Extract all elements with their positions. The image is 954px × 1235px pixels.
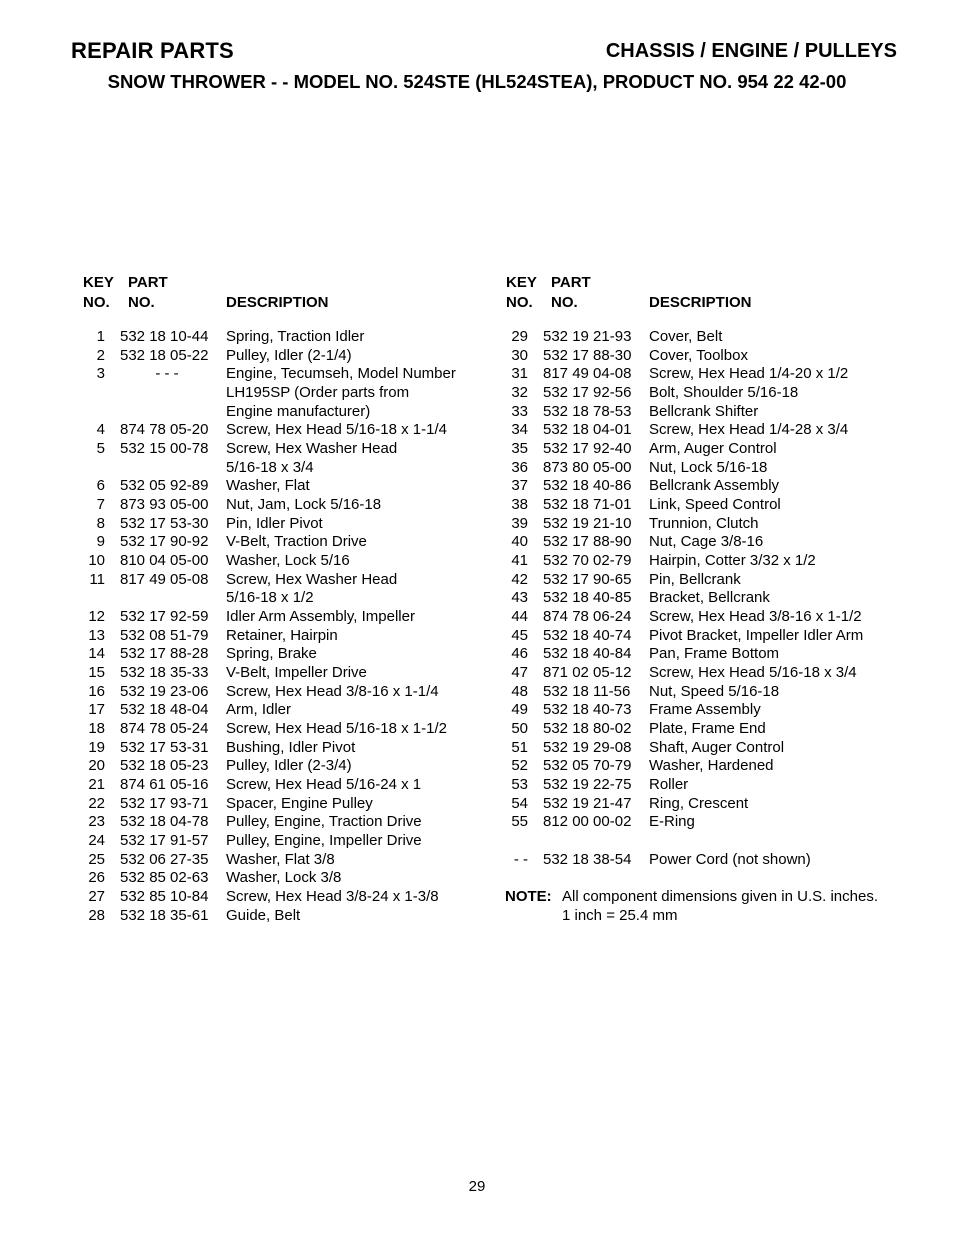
key-number: 47 <box>511 664 528 682</box>
key-number: 44 <box>511 608 528 626</box>
part-description: Screw, Hex Head 3/8-24 x 1-3/8 <box>226 888 439 906</box>
table-row <box>503 589 923 608</box>
description-header: DESCRIPTION <box>226 294 329 311</box>
part-description: Screw, Hex Head 1/4-20 x 1/2 <box>649 365 849 383</box>
dimensions-note <box>503 888 923 925</box>
key-number: 35 <box>511 440 528 458</box>
table-row <box>503 571 923 590</box>
key-number: 7 <box>96 496 105 514</box>
part-description: E-Ring <box>649 813 695 831</box>
table-row <box>80 907 500 926</box>
key-number: 5 <box>96 440 105 458</box>
key-number: 23 <box>88 813 105 831</box>
key-number: 49 <box>511 701 528 719</box>
table-row <box>503 347 923 366</box>
key-number: 18 <box>88 720 105 738</box>
key-number: 24 <box>88 832 105 850</box>
key-number: 36 <box>511 458 528 476</box>
part-number: 532 17 91-57 <box>120 832 209 850</box>
key-number: 25 <box>88 850 105 868</box>
table-row <box>503 440 923 459</box>
part-number: 532 18 40-86 <box>543 477 632 495</box>
page-number: 29 <box>468 1178 486 1195</box>
key-number: 26 <box>88 869 105 887</box>
part-number: 817 49 05-08 <box>120 570 209 588</box>
key-header-bottom: NO. <box>83 294 110 311</box>
part-description: Screw, Hex Head 5/16-18 x 3/4 <box>649 664 857 682</box>
part-number: 532 05 92-89 <box>120 477 209 495</box>
key-number: 33 <box>511 402 528 420</box>
part-number: 532 19 21-93 <box>543 328 632 345</box>
table-row <box>503 645 923 664</box>
part-number: 871 02 05-12 <box>543 664 632 682</box>
key-number: 17 <box>88 701 105 719</box>
part-number: 532 17 88-30 <box>543 346 632 364</box>
part-number: 532 17 88-28 <box>120 645 209 663</box>
part-description: Pulley, Idler (2-1/4) <box>226 346 352 364</box>
part-description: Pulley, Engine, Impeller Drive <box>226 832 422 850</box>
part-description: Washer, Hardened <box>649 757 774 775</box>
part-description: Screw, Hex Washer Head <box>226 440 398 458</box>
part-number: 532 19 23-06 <box>120 682 209 700</box>
table-row <box>80 384 500 403</box>
part-number: 532 18 05-22 <box>120 346 209 364</box>
table-row <box>80 403 500 422</box>
table-header <box>80 273 500 328</box>
part-description: Nut, Jam, Lock 5/16-18 <box>226 496 382 514</box>
part-description: Roller <box>649 776 689 794</box>
part-number: 532 17 92-56 <box>543 384 632 402</box>
part-description: Engine, Tecumseh, Model Number <box>226 365 456 383</box>
part-description: Link, Speed Control <box>649 496 781 514</box>
model-title: SNOW THROWER - - MODEL NO. 524STE (HL524STEA), PRODUCT NO. 954 22 42-00 <box>107 71 847 92</box>
table-row <box>503 496 923 515</box>
part-header-bottom: NO. <box>551 294 578 311</box>
part-number: 532 17 90-92 <box>120 533 209 551</box>
table-row <box>503 701 923 720</box>
part-number: 532 18 11-56 <box>543 682 631 700</box>
part-description: Pulley, Engine, Traction Drive <box>226 813 422 831</box>
key-number: 14 <box>88 645 105 663</box>
table-row <box>80 589 500 608</box>
key-header-top: KEY <box>506 274 537 291</box>
part-description: Screw, Hex Head 3/8-16 x 1-1/2 <box>649 608 862 626</box>
part-description: Arm, Auger Control <box>649 440 777 458</box>
key-number: 55 <box>511 813 528 831</box>
part-description: Bellcrank Shifter <box>649 402 759 420</box>
part-description: Frame Assembly <box>649 701 761 719</box>
key-number: 3 <box>96 365 105 383</box>
table-row <box>80 477 500 496</box>
key-number: 53 <box>511 776 528 794</box>
part-number: 532 18 35-33 <box>120 664 209 682</box>
table-row <box>503 552 923 571</box>
part-description: Spring, Brake <box>226 645 317 663</box>
part-number: 874 61 05-16 <box>120 776 209 794</box>
table-row <box>80 739 500 758</box>
part-description: Retainer, Hairpin <box>226 626 338 644</box>
table-row <box>80 683 500 702</box>
part-number: 532 18 78-53 <box>543 402 632 420</box>
table-row <box>80 365 500 384</box>
part-number: 532 17 93-71 <box>120 794 209 812</box>
key-number: 30 <box>511 346 528 364</box>
table-row <box>503 757 923 776</box>
part-number: 532 17 92-40 <box>543 440 632 458</box>
key-number: 45 <box>511 626 528 644</box>
part-number: 532 70 02-79 <box>543 552 632 570</box>
part-description: Washer, Flat <box>226 477 310 495</box>
part-description: Bracket, Bellcrank <box>649 589 770 607</box>
part-description: Screw, Hex Head 1/4-28 x 3/4 <box>649 421 849 439</box>
key-number: 19 <box>88 738 105 756</box>
table-row <box>503 459 923 478</box>
table-row <box>80 720 500 739</box>
part-header-top: PART <box>551 274 591 291</box>
part-number: 532 17 53-31 <box>120 738 209 756</box>
part-number: 532 18 40-85 <box>543 589 632 607</box>
part-header-top: PART <box>128 274 168 291</box>
part-description: Trunnion, Clutch <box>649 514 759 532</box>
table-row <box>503 795 923 814</box>
key-number: 22 <box>88 794 105 812</box>
note-label: NOTE: <box>505 888 552 906</box>
part-number: 532 05 70-79 <box>543 757 632 775</box>
table-body <box>80 328 500 926</box>
part-description: Washer, Flat 3/8 <box>226 850 335 868</box>
part-number: 532 85 02-63 <box>120 869 209 887</box>
key-number: 41 <box>511 552 528 570</box>
key-number: 16 <box>88 682 105 700</box>
key-number: 11 <box>89 570 105 588</box>
parts-table-right <box>503 273 923 925</box>
part-description: Washer, Lock 3/8 <box>226 869 342 887</box>
table-row <box>503 683 923 702</box>
key-number: 9 <box>96 533 105 551</box>
table-row <box>80 888 500 907</box>
part-number: 532 18 04-78 <box>120 813 209 831</box>
key-number: 8 <box>96 514 105 532</box>
key-number: 39 <box>511 514 528 532</box>
key-number: 50 <box>511 720 528 738</box>
key-number: 43 <box>511 589 528 607</box>
table-row <box>503 515 923 534</box>
part-number: 532 19 21-47 <box>543 794 632 812</box>
part-description: Guide, Belt <box>226 906 301 924</box>
part-number: 532 08 51-79 <box>120 626 209 644</box>
table-row <box>503 720 923 739</box>
part-description: Idler Arm Assembly, Impeller <box>226 608 415 626</box>
part-number: 532 18 04-01 <box>543 421 632 439</box>
part-description: Pin, Idler Pivot <box>226 514 323 532</box>
key-number: 38 <box>511 496 528 514</box>
key-number: 31 <box>511 365 528 383</box>
table-row <box>503 533 923 552</box>
part-description: Pivot Bracket, Impeller Idler Arm <box>649 626 864 644</box>
table-row <box>80 347 500 366</box>
table-row <box>80 328 500 347</box>
table-row <box>503 384 923 403</box>
part-header-bottom: NO. <box>128 294 155 311</box>
part-number: 532 19 22-75 <box>543 776 632 794</box>
part-description: Screw, Hex Head 5/16-18 x 1-1/2 <box>226 720 447 738</box>
key-number: 54 <box>511 794 528 812</box>
part-description: Hairpin, Cotter 3/32 x 1/2 <box>649 552 816 570</box>
key-number: 29 <box>511 328 528 345</box>
table-row <box>80 701 500 720</box>
table-row <box>80 869 500 888</box>
key-number: 37 <box>511 477 528 495</box>
key-number: 13 <box>88 626 105 644</box>
table-row <box>503 365 923 384</box>
part-number: 532 18 48-04 <box>120 701 209 719</box>
table-row <box>80 795 500 814</box>
part-number: - - - <box>155 365 179 383</box>
part-description: Spring, Traction Idler <box>226 328 365 345</box>
note-text: All component dimensions given in U.S. inches. <box>562 888 878 906</box>
part-description: Nut, Lock 5/16-18 <box>649 458 768 476</box>
part-description: Power Cord (not shown) <box>649 850 811 868</box>
table-row <box>80 776 500 795</box>
key-number: 2 <box>96 346 105 364</box>
part-description: Cover, Belt <box>649 328 723 345</box>
part-description: Plate, Frame End <box>649 720 766 738</box>
table-header <box>503 273 923 328</box>
table-row <box>80 421 500 440</box>
part-number: 532 18 71-01 <box>543 496 632 514</box>
part-description: Spacer, Engine Pulley <box>226 794 373 812</box>
note-conversion: 1 inch = 25.4 mm <box>562 906 678 924</box>
key-number: 48 <box>511 682 528 700</box>
key-number: 12 <box>88 608 105 626</box>
key-number: 52 <box>511 757 528 775</box>
part-description: Ring, Crescent <box>649 794 749 812</box>
key-number: 27 <box>88 888 105 906</box>
key-number: 20 <box>88 757 105 775</box>
part-description: Washer, Lock 5/16 <box>226 552 350 570</box>
section-title: REPAIR PARTS <box>71 38 234 63</box>
table-row <box>503 477 923 496</box>
part-number: 874 78 05-24 <box>120 720 209 738</box>
table-body <box>503 328 923 832</box>
table-row <box>80 832 500 851</box>
table-row <box>503 627 923 646</box>
table-row <box>503 421 923 440</box>
part-number: 532 19 21-10 <box>543 514 632 532</box>
table-row <box>503 739 923 758</box>
part-number: 532 18 10-44 <box>120 328 209 345</box>
key-number: 10 <box>88 552 105 570</box>
key-number: 42 <box>511 570 528 588</box>
key-number: 34 <box>511 421 528 439</box>
description-header: DESCRIPTION <box>649 294 752 311</box>
key-number: 4 <box>96 421 105 439</box>
part-description: Shaft, Auger Control <box>649 738 785 756</box>
table-row <box>80 459 500 478</box>
part-description: Bolt, Shoulder 5/16-18 <box>649 384 799 402</box>
part-number: 532 17 90-65 <box>543 570 632 588</box>
key-number: 40 <box>511 533 528 551</box>
table-row <box>503 328 923 347</box>
part-number: 532 17 92-59 <box>120 608 209 626</box>
part-description: Screw, Hex Head 5/16-18 x 1-1/4 <box>226 421 447 439</box>
key-number: 6 <box>96 477 105 495</box>
table-row <box>80 608 500 627</box>
table-row <box>80 757 500 776</box>
part-number: 874 78 05-20 <box>120 421 209 439</box>
part-description: Nut, Speed 5/16-18 <box>649 682 780 700</box>
part-number: 532 18 80-02 <box>543 720 632 738</box>
table-row <box>80 533 500 552</box>
key-number: 21 <box>88 776 105 794</box>
table-row <box>80 645 500 664</box>
part-description: Nut, Cage 3/8-16 <box>649 533 764 551</box>
key-number: 28 <box>88 906 105 924</box>
table-row <box>80 664 500 683</box>
key-number: 46 <box>511 645 528 663</box>
key-number: 1 <box>96 328 105 345</box>
part-number: 532 19 29-08 <box>543 738 632 756</box>
section-subtitle: CHASSIS / ENGINE / PULLEYS <box>605 40 897 62</box>
table-row <box>80 627 500 646</box>
part-number: 817 49 04-08 <box>543 365 632 383</box>
table-row <box>80 571 500 590</box>
table-row <box>80 440 500 459</box>
part-number: 532 06 27-35 <box>120 850 209 868</box>
part-number: 812 00 00-02 <box>543 813 632 831</box>
table-row <box>503 776 923 795</box>
part-number: 532 85 10-84 <box>120 888 209 906</box>
table-row <box>80 552 500 571</box>
key-header-top: KEY <box>83 274 114 291</box>
key-number: 32 <box>511 384 528 402</box>
part-description: Screw, Hex Head 5/16-24 x 1 <box>226 776 422 794</box>
key-number: - - <box>513 850 528 868</box>
key-number: 15 <box>88 664 105 682</box>
part-number: 532 18 35-61 <box>120 906 209 924</box>
part-description: 5/16-18 x 3/4 <box>226 458 314 476</box>
part-number: 532 17 88-90 <box>543 533 632 551</box>
table-row <box>80 496 500 515</box>
part-description: Arm, Idler <box>226 701 292 719</box>
table-row <box>503 608 923 627</box>
part-number: 532 15 00-78 <box>120 440 209 458</box>
table-row <box>503 813 923 832</box>
table-row <box>80 851 500 870</box>
part-number: 532 17 53-30 <box>120 514 209 532</box>
table-row <box>503 851 923 870</box>
part-description: Bellcrank Assembly <box>649 477 780 495</box>
part-description: V-Belt, Impeller Drive <box>226 664 367 682</box>
part-description: Screw, Hex Head 3/8-16 x 1-1/4 <box>226 682 439 700</box>
table-row <box>80 515 500 534</box>
table-row <box>503 403 923 422</box>
part-description: Pin, Bellcrank <box>649 570 741 588</box>
parts-table-left <box>80 273 500 926</box>
part-number: 532 18 40-74 <box>543 626 632 644</box>
part-number: 873 93 05-00 <box>120 496 209 514</box>
part-number: 873 80 05-00 <box>543 458 632 476</box>
part-description: LH195SP (Order parts from <box>226 384 410 402</box>
part-number: 532 18 40-84 <box>543 645 632 663</box>
part-description: 5/16-18 x 1/2 <box>226 589 314 607</box>
part-number: 532 18 40-73 <box>543 701 632 719</box>
table-row <box>503 664 923 683</box>
part-number: 532 18 05-23 <box>120 757 209 775</box>
part-number: 874 78 06-24 <box>543 608 632 626</box>
part-number: 810 04 05-00 <box>120 552 209 570</box>
part-description: Screw, Hex Washer Head <box>226 570 398 588</box>
part-description: Pulley, Idler (2-3/4) <box>226 757 352 775</box>
part-description: Engine manufacturer) <box>226 402 371 420</box>
part-description: V-Belt, Traction Drive <box>226 533 367 551</box>
part-description: Pan, Frame Bottom <box>649 645 780 663</box>
table-row <box>80 813 500 832</box>
part-description: Cover, Toolbox <box>649 346 748 364</box>
part-number: 532 18 38-54 <box>543 850 632 868</box>
key-number: 51 <box>511 738 528 756</box>
part-description: Bushing, Idler Pivot <box>226 738 356 756</box>
key-header-bottom: NO. <box>506 294 533 311</box>
